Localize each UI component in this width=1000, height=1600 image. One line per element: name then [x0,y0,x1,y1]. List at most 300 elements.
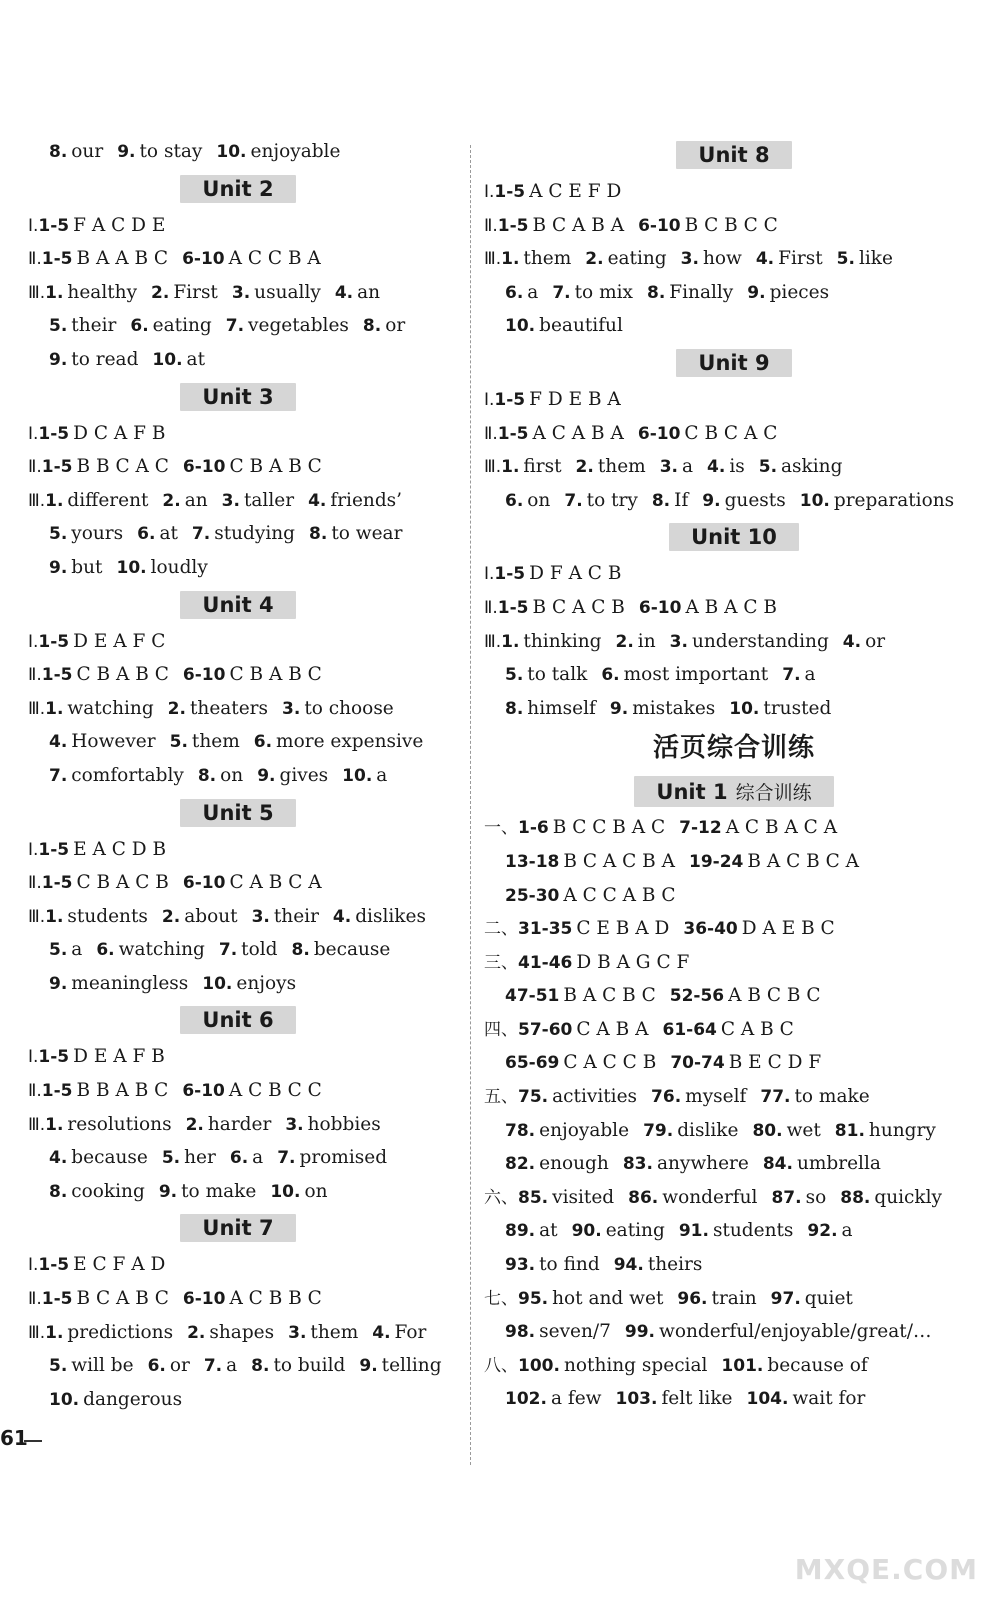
question-number: 78. [505,1120,536,1141]
answer-line [28,866,448,900]
question-part-marker: 二、 [484,919,518,940]
question-number: 5. [169,732,188,753]
question-number: 6. [96,940,115,961]
answer-text: them [191,731,240,753]
question-number: 7. [225,316,245,337]
question-number: 10. [49,1389,80,1410]
unit-title-box [180,1006,295,1034]
question-number: 7-12 [679,818,722,839]
answer-text: an [357,281,381,303]
answer-text: vegetables [248,315,349,337]
question-number: 7. [218,940,238,961]
question-number: 5. [49,524,68,545]
question-number: 9. [747,282,766,303]
answer-text: A C B A C A [725,817,838,839]
unit-title-box [676,349,791,377]
answer-text: D A E B C [741,918,835,940]
question-number: 2. [151,282,170,303]
question-number: 97. [770,1288,801,1309]
answer-line [484,912,984,946]
answer-line [484,591,984,625]
answer-text: first [523,456,562,478]
answer-text: gives [279,764,329,786]
question-number: 5. [836,249,855,270]
answer-text: thinking [523,630,602,652]
unit-title-box [669,523,799,551]
question-number: 98. [505,1322,536,1343]
question-number: 4. [755,249,775,270]
question-number: 9. [609,698,629,719]
question-number: 1. [45,1322,64,1343]
answer-text: students [67,905,148,927]
question-number: 1. [45,282,64,303]
answer-text: harder [207,1113,272,1135]
answer-text: or [169,1355,190,1377]
answer-text: at [539,1220,558,1242]
answer-text: quickly [874,1186,942,1208]
question-number: 76. [651,1087,682,1108]
answer-text: anywhere [656,1153,749,1175]
question-number: 4. [332,906,352,927]
answer-column-left [28,135,448,1416]
answer-text: enjoyable [539,1119,630,1141]
question-number: 1. [45,490,64,511]
question-number: 8. [49,1181,68,1202]
question-number: 9. [257,765,276,786]
question-part-marker: Ⅲ. [484,249,502,270]
question-number: 75. [518,1087,549,1108]
answer-text: loudly [150,556,208,578]
answer-line [484,692,984,726]
unit-heading [484,343,984,383]
answer-text: her [184,1147,216,1169]
question-number: 70-74 [670,1053,725,1074]
answer-text: preparations [833,489,955,511]
unit-title: Unit 4 [202,592,274,617]
question-number: 3. [669,631,688,652]
answer-text: A C C A B C [563,884,676,906]
question-number: 100. [518,1355,560,1376]
question-number: 91. [678,1221,709,1242]
question-part-marker: Ⅱ. [28,457,42,478]
answer-text: hobbies [307,1113,381,1135]
question-part-marker: 四、 [484,1019,518,1040]
answer-text: D F A C B [529,563,622,585]
question-number: 1-5 [41,1289,73,1310]
question-part-marker: Ⅱ. [28,873,42,894]
unit-heading [484,517,984,557]
answer-text: to read [71,348,139,370]
answer-text: dangerous [83,1388,183,1410]
answer-text: C B A B C [229,664,322,686]
question-number: 10. [505,316,536,337]
question-number: 5. [161,1148,181,1169]
answer-text: quiet [804,1287,853,1309]
answer-line [28,450,448,484]
question-number: 6-10 [182,665,226,686]
question-number: 101. [721,1355,764,1376]
answer-line [28,517,448,551]
question-number: 7. [191,524,211,545]
question-number: 4. [334,282,354,303]
question-part-marker: 八、 [484,1355,518,1376]
answer-text: because of [767,1354,868,1376]
question-part-marker: Ⅰ. [484,389,495,410]
question-part-marker: Ⅰ. [484,564,495,585]
answer-text: felt like [661,1388,733,1410]
answer-text: B C A C B A [563,850,675,872]
answer-line [484,1147,984,1181]
answer-text: shapes [209,1321,275,1343]
question-number: 8. [251,1356,270,1377]
question-number: 1-5 [41,249,73,270]
answer-line [484,557,984,591]
answer-line [484,946,984,980]
answer-line [28,725,448,759]
question-number: 96. [677,1288,708,1309]
question-number: 7. [277,1148,296,1169]
answer-text: more expensive [276,731,424,753]
answer-line [484,175,984,209]
answer-line [484,1282,984,1316]
question-number: 52-56 [669,986,725,1007]
answer-text: told [241,939,278,961]
answer-text: to stay [139,141,203,162]
question-number: 85. [518,1187,549,1208]
question-number: 5. [49,1356,68,1377]
question-number: 6-10 [182,1081,225,1102]
answer-line [28,1282,448,1316]
question-number: 8. [505,698,524,719]
answer-text: resolutions [67,1113,172,1135]
answer-text: However [71,731,156,753]
answer-text: hungry [868,1119,936,1141]
question-number: 6-10 [182,873,226,894]
answer-text: pieces [769,281,830,303]
answer-text: trusted [763,697,832,719]
answer-text: most important [623,664,769,686]
answer-text: A C C B A [228,248,321,270]
answer-text: to build [273,1355,346,1377]
answer-text: cooking [71,1180,145,1202]
answer-text: D C A F B [73,422,166,444]
question-number: 10. [216,142,247,162]
answer-text: to make [181,1180,257,1202]
question-number: 1-5 [38,1255,70,1276]
answer-line [28,1040,448,1074]
unit-title: Unit 5 [202,800,274,825]
answer-text: enough [539,1153,609,1175]
question-number: 6-10 [638,597,682,618]
question-part-marker: Ⅲ. [28,490,46,511]
unit-title: Unit 7 [202,1216,274,1241]
question-number: 8. [362,316,382,337]
answer-text: wet [786,1119,821,1141]
question-number: 9. [359,1356,378,1377]
question-number: 1. [501,631,520,652]
question-number: 9. [117,142,136,162]
answer-text: to try [586,489,638,511]
question-number: 5. [505,665,524,686]
answer-text: beautiful [539,315,623,337]
answer-text: C A B C A [229,872,322,894]
question-number: 6-10 [638,215,681,236]
answer-text: will be [71,1355,134,1377]
answer-text: a [681,456,694,478]
answer-line [28,484,448,518]
question-number: 8. [49,142,68,162]
answer-text: to choose [304,697,394,719]
answer-text: like [858,248,893,270]
answer-text: A C B C C [228,1080,322,1102]
question-number: 2. [585,249,604,270]
answer-text: F D E B A [529,388,621,410]
question-number: 9. [49,973,68,994]
question-number: 1-5 [494,182,526,202]
question-number: 1. [45,906,64,927]
answer-line [28,1175,448,1209]
answer-line [484,1013,984,1047]
answer-text: eating [607,248,667,270]
answer-text: wait for [792,1388,866,1410]
question-number: 1. [501,457,520,478]
question-number: 6. [147,1356,166,1377]
answer-line [484,1382,984,1416]
answer-line [28,692,448,726]
question-number: 2. [162,490,181,511]
answer-line [484,309,984,343]
answer-text: C A C C B [563,1052,657,1074]
column-divider [470,145,471,1465]
answer-text: a [252,1147,264,1169]
page-number: 61 [0,1426,28,1450]
question-number: 104. [746,1389,789,1410]
answer-text: a [527,281,539,303]
question-part-marker: Ⅰ. [28,631,39,652]
question-number: 7. [782,665,801,686]
answer-text: to make [794,1086,870,1108]
question-number: 10. [799,490,830,511]
answer-line [28,343,448,377]
question-number: 3. [659,457,678,478]
answer-text: E A C D B [73,838,167,860]
answer-line [28,417,448,451]
answer-line [28,1108,448,1142]
question-number: 86. [628,1187,659,1208]
answer-text: For [394,1321,427,1343]
answer-text: B C A B A [532,214,625,236]
unit-title-box [180,1214,295,1242]
question-part-marker: Ⅰ. [28,839,39,860]
answer-text: guests [724,489,786,511]
answer-line [28,1316,448,1350]
answer-text: promised [299,1147,388,1169]
answer-text: watching [118,939,205,961]
answer-text: enjoys [236,972,297,994]
answer-text: B C A B C [76,1288,169,1310]
question-part-marker: 六、 [484,1187,518,1208]
answer-text: meaningless [71,972,189,994]
question-number: 81. [834,1120,865,1141]
question-number: 2. [185,1114,204,1135]
answer-line [484,417,984,451]
question-number: 31-35 [518,919,573,940]
question-number: 4. [49,1148,68,1169]
answer-text: their [273,905,319,927]
answer-text: theaters [189,697,269,719]
answer-line [28,276,448,310]
answer-text: eating [605,1220,665,1242]
question-part-marker: Ⅱ. [484,215,498,236]
question-number: 8. [646,282,666,303]
question-part-marker: 七、 [484,1288,518,1309]
answer-text: wonderful/enjoyable/great/… [659,1321,932,1343]
unit-title-box [180,175,295,203]
question-number: 95. [518,1288,549,1309]
question-number: 4. [49,732,68,753]
answer-text: C A B A [576,1018,649,1040]
answer-text: in [637,630,656,652]
answer-text: B A C B C A [747,850,859,872]
unit-title-box [180,383,295,411]
answer-text: Finally [669,281,734,303]
answer-line [28,759,448,793]
answer-text: train [711,1287,757,1309]
question-number: 4. [707,457,726,478]
answer-text: hot and wet [552,1287,664,1309]
answer-text: watching [67,697,154,719]
unit-title-box [676,141,791,169]
answer-text: eating [152,315,212,337]
answer-line [484,1181,984,1215]
answer-text: F A C D E [73,214,166,236]
answer-line [484,484,984,518]
answer-text: C B C A C [684,422,778,444]
answer-line [484,1080,984,1114]
answer-text: usually [254,281,321,303]
answer-text: to find [539,1254,600,1276]
question-number: 5. [758,457,778,478]
answer-line [28,658,448,692]
question-number: 1-6 [518,818,549,839]
question-number: 87. [771,1187,802,1208]
unit-heading [28,377,448,417]
question-number: 1-5 [497,597,529,618]
answer-text: B B C A C [76,456,169,478]
answer-line [28,1141,448,1175]
question-number: 4. [308,490,327,511]
answer-line [484,879,984,913]
unit-heading [28,1208,448,1248]
question-number: 25-30 [505,885,560,906]
question-part-marker: 三、 [484,952,518,973]
question-number: 84. [762,1154,793,1175]
answer-text: yours [71,523,124,545]
answer-line [28,209,448,243]
question-part-marker: Ⅲ. [484,631,502,652]
question-number: 2. [615,631,634,652]
answer-text: First [173,281,218,303]
unit-title: Unit 3 [202,384,274,409]
answer-text: them [310,1321,359,1343]
question-number: 8. [309,524,328,545]
answer-text: B C B C C [684,214,778,236]
answer-text: about [184,905,238,927]
answer-text: studying [214,523,296,545]
answer-text: B E C D F [728,1052,822,1074]
section-title: 活页综合训练 [652,733,815,764]
answer-text: because [313,939,391,961]
question-number: 1-5 [38,1047,70,1068]
question-number: 1-5 [38,423,70,444]
question-number: 80. [752,1120,783,1141]
answer-line [484,383,984,417]
answer-line [28,900,448,934]
question-number: 10. [270,1181,301,1202]
question-number: 82. [505,1154,536,1175]
answer-text: A B A C B [685,596,778,618]
question-number: 2. [187,1322,206,1343]
question-part-marker: Ⅱ. [28,1081,42,1102]
answer-text: their [71,315,117,337]
answer-text: asking [781,456,843,478]
answer-text: mistakes [632,697,716,719]
answer-text: myself [685,1086,747,1108]
answer-text: students [712,1220,794,1242]
question-number: 8. [291,940,310,961]
question-number: 1. [45,698,64,719]
question-part-marker: Ⅰ. [28,1255,39,1276]
question-number: 6. [505,490,524,511]
answer-text: B C C B A C [552,817,666,839]
question-number: 1-5 [494,389,526,410]
answer-text: a [71,939,83,961]
question-part-marker: Ⅱ. [28,665,42,686]
unit-heading [28,1000,448,1040]
answer-text: on [220,764,244,786]
question-part-marker: Ⅲ. [484,457,502,478]
question-number: 36-40 [683,919,738,940]
question-number: 6. [229,1148,249,1169]
question-part-marker: Ⅲ. [28,1114,46,1135]
answer-line [28,833,448,867]
answer-text: at [159,523,178,545]
question-number: 6. [601,665,620,686]
question-number: 4. [372,1322,391,1343]
question-number: 3. [231,282,251,303]
question-part-marker: 一、 [484,818,518,839]
answer-text: seven/7 [539,1321,611,1343]
question-part-marker: Ⅲ. [28,698,46,719]
question-number: 1-5 [41,873,73,894]
answer-text: different [67,489,149,511]
question-part-marker: Ⅱ. [28,1289,42,1310]
question-number: 3. [285,1114,304,1135]
question-part-marker: Ⅰ. [28,215,39,236]
question-number: 9. [49,349,68,370]
question-number: 103. [615,1389,658,1410]
question-number: 92. [807,1221,838,1242]
question-part-marker: Ⅲ. [28,906,46,927]
answer-text: because [71,1147,148,1169]
question-number: 89. [505,1221,536,1242]
question-number: 77. [760,1087,791,1108]
answer-line [484,450,984,484]
question-number: 6. [130,316,149,337]
answer-line [484,1214,984,1248]
answer-text: so [805,1186,827,1208]
answer-text: B B A B C [76,1080,169,1102]
